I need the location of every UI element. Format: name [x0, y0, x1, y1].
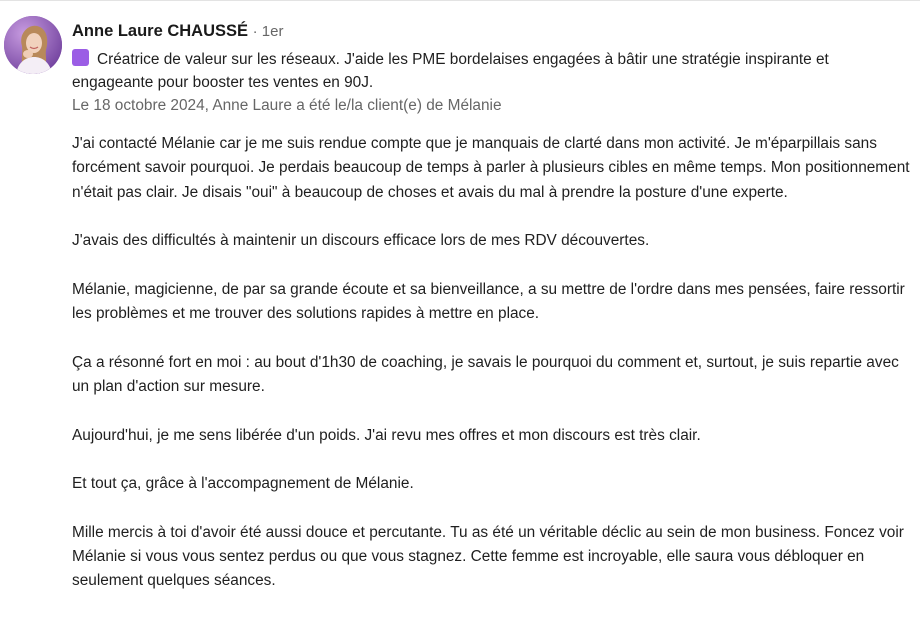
purple-square-icon [72, 49, 89, 66]
recommendation-paragraph: Mélanie, magicienne, de par sa grande écoute et sa bienveillance, a su mettre de l'ordre dans mes pensées, faire ressortir les problèmes et me trouver des solutions rapides à mettre en place. [72, 280, 905, 323]
recommendation-header [72, 20, 912, 117]
recommendation-paragraph: J'avais des difficultés à maintenir un discours efficace lors de mes RDV découvertes. [72, 232, 650, 250]
recommendation-body [72, 132, 916, 618]
recommendation-paragraph: J'ai contacté Mélanie car je me suis rendue compte que je manquais de clarté dans mon activité. Je m'éparpillais sans forcément savoir pourquoi. Je perdais beaucoup de temps à parler à plusieurs cibles en même temps. Mon positionnement n'était pas clair. Je disais "oui" à beaucoup de choses et avais du mal à prendre la posture d'une experte. [72, 135, 910, 201]
author-line [72, 20, 912, 43]
recommendation-paragraph: Mille mercis à toi d'avoir été aussi douce et percutante. Tu as été un véritable déclic au sein de mon business. Foncez voir Mélanie si vous vous sentez perdus ou que vous stagnez. Cette femme est incroyable, elle saura vous débloquer en seulement quelques séances. [72, 523, 904, 590]
recommendation-paragraph: Et tout ça, grâce à l'accompagnement de Mélanie. [72, 475, 414, 493]
avatar-photo-icon [4, 16, 62, 74]
top-divider [0, 0, 920, 1]
recommendation-meta: Le 18 octobre 2024, Anne Laure a été le/la client(e) de Mélanie [72, 97, 502, 114]
recommendation-paragraph: Aujourd'hui, je me sens libérée d'un poids. J'ai revu mes offres et mon discours est très clair. [72, 426, 701, 444]
author-headline-text: Créatrice de valeur sur les réseaux. J'aide les PME bordelaises engagées à bâtir une stratégie inspirante et engageante pour booster tes ventes en 90J. [72, 51, 829, 91]
avatar[interactable] [4, 16, 62, 74]
connection-degree: · 1er [252, 23, 284, 40]
author-name-link[interactable]: Anne Laure CHAUSSÉ [72, 22, 249, 40]
recommendation-paragraph: Ça a résonné fort en moi : au bout d'1h30 de coaching, je savais le pourquoi du comment et, surtout, je suis repartie avec un plan d'action sur mesure. [72, 353, 899, 395]
author-headline [72, 48, 912, 94]
